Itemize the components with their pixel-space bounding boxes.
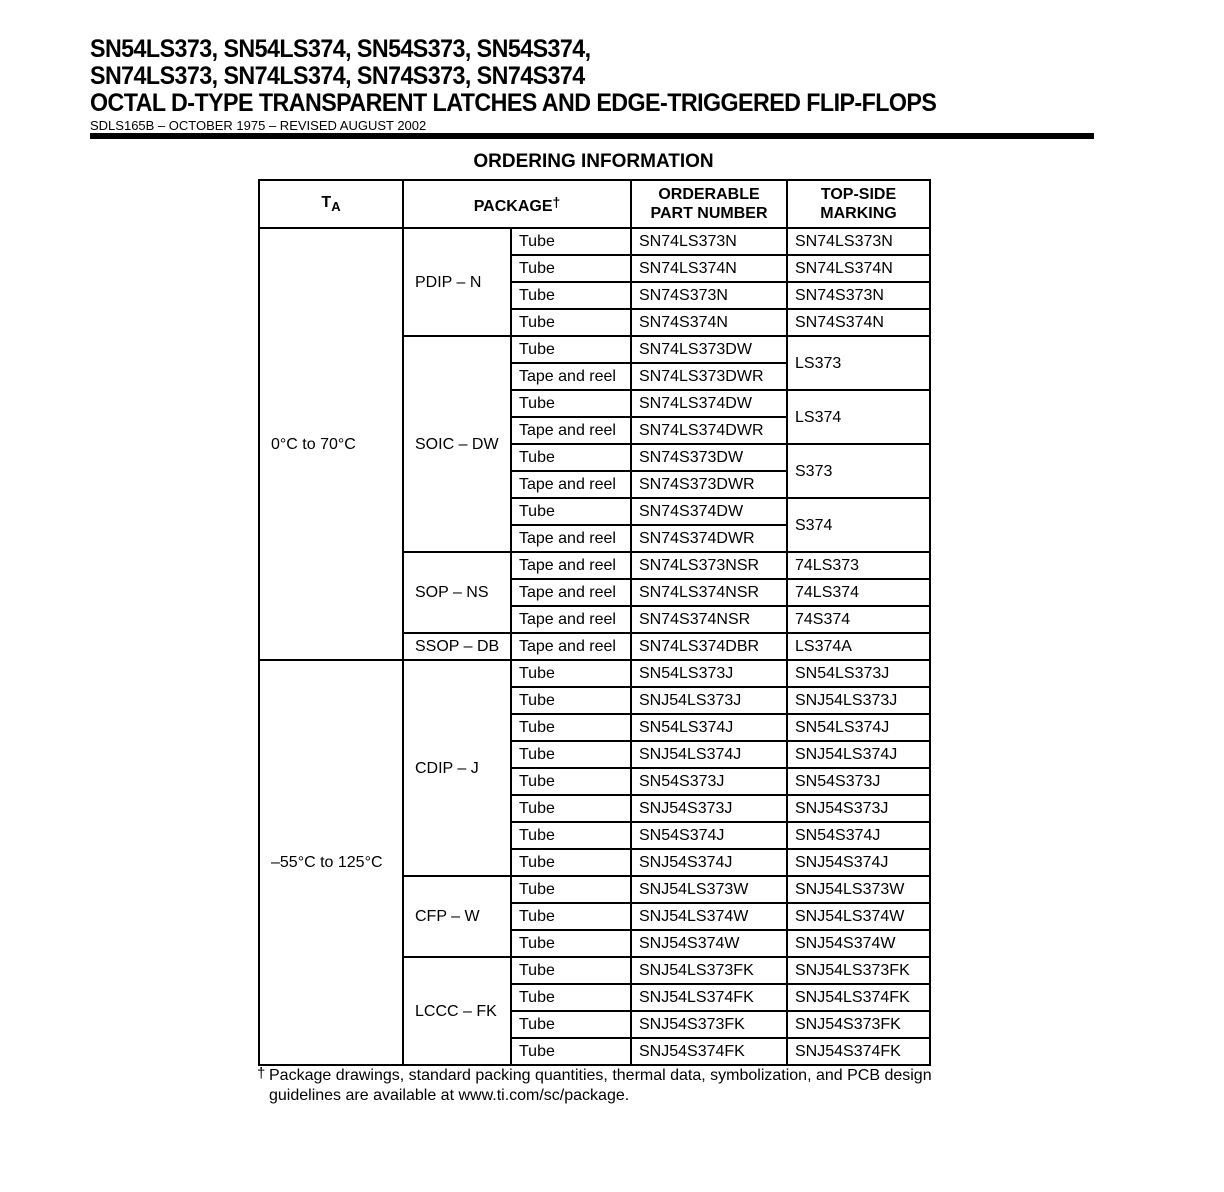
table-body (259, 228, 930, 1065)
packing-media-cell: Tube (511, 930, 631, 957)
orderable-part-number-cell: SN54S373J (631, 768, 787, 795)
footnote-text: Package drawings, standard packing quantities, thermal data, symbolization, and PCB design guidelines are available at www.ti.com/sc/package. (269, 1067, 932, 1104)
header-top-side-marking (787, 180, 930, 228)
packing-media-cell: Tube (511, 660, 631, 687)
top-side-marking-cell: SNJ54LS374FK (787, 984, 930, 1011)
orderable-part-number-cell: SN54LS373J (631, 660, 787, 687)
top-side-marking-cell: LS374 (787, 390, 930, 444)
top-side-marking-cell: SN74LS374N (787, 255, 930, 282)
packing-media-cell: Tube (511, 498, 631, 525)
ordering-information-table (258, 179, 931, 1066)
orderable-part-number-cell: SN74LS374NSR (631, 579, 787, 606)
orderable-part-number-cell: SNJ54LS374J (631, 741, 787, 768)
orderable-part-number-cell: SNJ54LS373W (631, 876, 787, 903)
header-orderable-part-number (631, 180, 787, 228)
packing-media-cell: Tube (511, 228, 631, 255)
orderable-part-number-cell: SN54S374J (631, 822, 787, 849)
packing-media-cell: Tube (511, 336, 631, 363)
packing-media-cell: Tape and reel (511, 525, 631, 552)
document-reference: SDLS165B – OCTOBER 1975 – REVISED AUGUST 2002 (90, 118, 427, 133)
temperature-range-cell: –55°C to 125°C (259, 660, 403, 1065)
packing-media-cell: Tape and reel (511, 552, 631, 579)
top-side-marking-cell: SNJ54LS374W (787, 903, 930, 930)
orderable-part-number-cell: SNJ54LS373FK (631, 957, 787, 984)
table-row (259, 228, 930, 255)
orderable-part-number-cell: SNJ54LS374FK (631, 984, 787, 1011)
top-side-marking-cell: 74LS374 (787, 579, 930, 606)
packing-media-cell: Tube (511, 714, 631, 741)
packing-media-cell: Tube (511, 768, 631, 795)
package-cell: SOIC – DW (403, 336, 511, 552)
orderable-part-number-cell: SN74LS374DW (631, 390, 787, 417)
top-side-marking-cell: SN74S373N (787, 282, 930, 309)
header-package (403, 180, 631, 228)
top-side-marking-cell: SNJ54S374J (787, 849, 930, 876)
header-package-footnote-mark: † (552, 193, 561, 210)
top-side-marking-cell: SNJ54LS374J (787, 741, 930, 768)
top-side-marking-cell: SN74LS373N (787, 228, 930, 255)
packing-media-cell: Tube (511, 984, 631, 1011)
orderable-part-number-cell: SN74LS374DWR (631, 417, 787, 444)
header-ta-main: T (321, 193, 332, 211)
packing-media-cell: Tape and reel (511, 606, 631, 633)
orderable-part-number-cell: SN74S374NSR (631, 606, 787, 633)
packing-media-cell: Tape and reel (511, 363, 631, 390)
package-cell: LCCC – FK (403, 957, 511, 1065)
orderable-part-number-cell: SN74S373DW (631, 444, 787, 471)
header-package-label: PACKAGE (473, 197, 553, 215)
footnote (257, 1066, 957, 1106)
orderable-part-number-cell: SNJ54S373FK (631, 1011, 787, 1038)
orderable-part-number-cell: SNJ54LS374W (631, 903, 787, 930)
packing-media-cell: Tube (511, 795, 631, 822)
top-side-marking-cell: LS374A (787, 633, 930, 660)
header-orderable-line2: PART NUMBER (650, 205, 768, 222)
top-side-marking-cell: SNJ54LS373FK (787, 957, 930, 984)
packing-media-cell: Tube (511, 849, 631, 876)
top-side-marking-cell: 74S374 (787, 606, 930, 633)
document-header (90, 36, 1094, 133)
packing-media-cell: Tube (511, 957, 631, 984)
package-cell: PDIP – N (403, 228, 511, 336)
packing-media-cell: Tube (511, 1038, 631, 1065)
packing-media-cell: Tape and reel (511, 633, 631, 660)
header-orderable-line1: ORDERABLE (658, 186, 760, 203)
packing-media-cell: Tube (511, 822, 631, 849)
orderable-part-number-cell: SNJ54S374W (631, 930, 787, 957)
top-side-marking-cell: SNJ54S374W (787, 930, 930, 957)
orderable-part-number-cell: SN74S374DW (631, 498, 787, 525)
top-side-marking-cell: SN54S374J (787, 822, 930, 849)
packing-media-cell: Tube (511, 1011, 631, 1038)
orderable-part-number-cell: SN74LS374DBR (631, 633, 787, 660)
header-temperature (259, 180, 403, 228)
orderable-part-number-cell: SN74S373DWR (631, 471, 787, 498)
package-cell: SSOP – DB (403, 633, 511, 660)
header-rule (90, 133, 1094, 139)
packing-media-cell: Tube (511, 309, 631, 336)
orderable-part-number-cell: SNJ54S374FK (631, 1038, 787, 1065)
footnote-mark: † (257, 1065, 266, 1082)
package-cell: CFP – W (403, 876, 511, 957)
orderable-part-number-cell: SN74LS374N (631, 255, 787, 282)
header-marking-line1: TOP-SIDE (820, 186, 897, 203)
orderable-part-number-cell: SN74S374N (631, 309, 787, 336)
table-header-row (259, 180, 930, 228)
top-side-marking-cell: SN54LS373J (787, 660, 930, 687)
packing-media-cell: Tube (511, 903, 631, 930)
orderable-part-number-cell: SNJ54S373J (631, 795, 787, 822)
packing-media-cell: Tube (511, 876, 631, 903)
package-cell: CDIP – J (403, 660, 511, 876)
orderable-part-number-cell: SN54LS374J (631, 714, 787, 741)
top-side-marking-cell: S374 (787, 498, 930, 552)
top-side-marking-cell: SNJ54S373J (787, 795, 930, 822)
packing-media-cell: Tape and reel (511, 417, 631, 444)
orderable-part-number-cell: SN74S373N (631, 282, 787, 309)
packing-media-cell: Tube (511, 390, 631, 417)
packing-media-cell: Tube (511, 687, 631, 714)
top-side-marking-cell: SNJ54LS373J (787, 687, 930, 714)
orderable-part-number-cell: SN74LS373NSR (631, 552, 787, 579)
header-marking-line2: MARKING (820, 205, 897, 222)
orderable-part-number-cell: SNJ54S374J (631, 849, 787, 876)
top-side-marking-cell: SNJ54LS373W (787, 876, 930, 903)
table-row (259, 660, 930, 687)
top-side-marking-cell: SN54LS374J (787, 714, 930, 741)
title-line-1: SN54LS373, SN54LS374, SN54S373, SN54S374, (90, 35, 591, 63)
orderable-part-number-cell: SN74LS373N (631, 228, 787, 255)
top-side-marking-cell: LS373 (787, 336, 930, 390)
packing-media-cell: Tape and reel (511, 579, 631, 606)
orderable-part-number-cell: SN74LS373DW (631, 336, 787, 363)
orderable-part-number-cell: SNJ54LS373J (631, 687, 787, 714)
packing-media-cell: Tape and reel (511, 471, 631, 498)
title-line-3: OCTAL D-TYPE TRANSPARENT LATCHES AND EDGE-TRIGGERED FLIP-FLOPS (90, 89, 937, 117)
table-title: ORDERING INFORMATION (473, 151, 714, 172)
orderable-part-number-cell: SN74S374DWR (631, 525, 787, 552)
top-side-marking-cell: SNJ54S374FK (787, 1038, 930, 1065)
package-cell: SOP – NS (403, 552, 511, 633)
top-side-marking-cell: SN74S374N (787, 309, 930, 336)
packing-media-cell: Tube (511, 282, 631, 309)
top-side-marking-cell: S373 (787, 444, 930, 498)
top-side-marking-cell: 74LS373 (787, 552, 930, 579)
packing-media-cell: Tube (511, 255, 631, 282)
packing-media-cell: Tube (511, 444, 631, 471)
packing-media-cell: Tube (511, 741, 631, 768)
temperature-range-cell: 0°C to 70°C (259, 228, 403, 660)
title-line-2: SN74LS373, SN74LS374, SN74S373, SN74S374 (90, 62, 585, 90)
top-side-marking-cell: SN54S373J (787, 768, 930, 795)
orderable-part-number-cell: SN74LS373DWR (631, 363, 787, 390)
header-ta-sub: A (331, 198, 341, 214)
top-side-marking-cell: SNJ54S373FK (787, 1011, 930, 1038)
